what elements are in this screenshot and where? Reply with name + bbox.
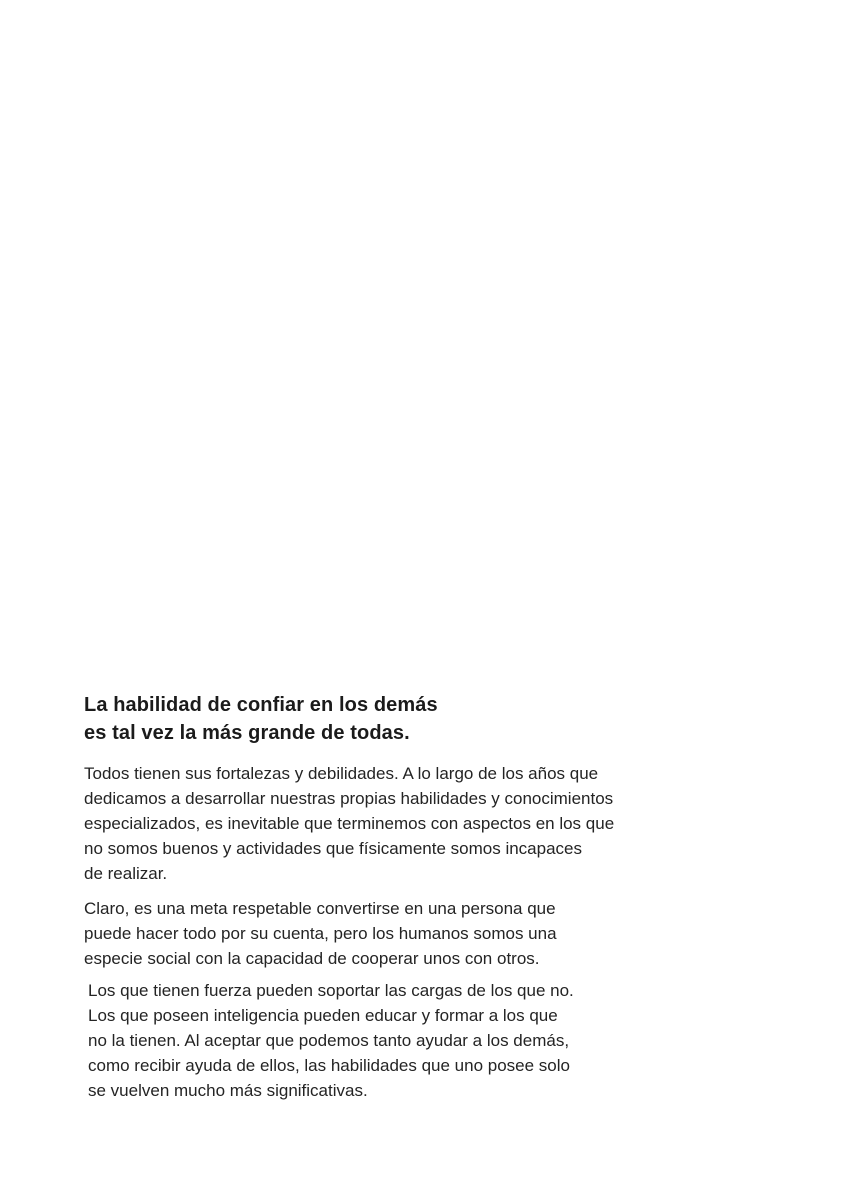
- paragraph-3-line-2: Los que poseen inteligencia pueden educar y formar a los que: [88, 1006, 558, 1025]
- paragraph-3-line-4: como recibir ayuda de ellos, las habilidades que uno posee solo: [88, 1056, 570, 1075]
- paragraph-1-line-5: de realizar.: [84, 864, 168, 883]
- paragraph-3: [84, 978, 724, 1103]
- paragraph-2-line-3: especie social con la capacidad de cooperar unos con otros.: [84, 949, 540, 968]
- paragraph-3-line-3: no la tienen. Al aceptar que podemos tanto ayudar a los demás,: [88, 1031, 570, 1050]
- paragraph-1-line-4: no somos buenos y actividades que físicamente somos incapaces: [84, 839, 582, 858]
- paragraph-2-line-2: puede hacer todo por su cuenta, pero los humanos somos una: [84, 924, 557, 943]
- paragraph-1-line-2: dedicamos a desarrollar nuestras propias habilidades y conocimientos: [84, 789, 614, 808]
- paragraph-1-line-1: Todos tienen sus fortalezas y debilidades. A lo largo de los años que: [84, 764, 599, 783]
- heading-line-1: La habilidad de confiar en los demás: [84, 694, 438, 716]
- paragraph-3-line-1: Los que tienen fuerza pueden soportar las cargas de los que no.: [88, 981, 574, 1000]
- paragraph-2: [84, 896, 724, 971]
- paragraph-1-line-3: especializados, es inevitable que terminemos con aspectos en los que: [84, 814, 615, 833]
- page-heading: [84, 691, 724, 747]
- paragraph-3-line-5: se vuelven mucho más significativas.: [88, 1081, 368, 1100]
- text-block: [84, 691, 724, 1103]
- paragraph-1: [84, 761, 724, 886]
- paragraph-2-line-1: Claro, es una meta respetable convertirse en una persona que: [84, 899, 556, 918]
- heading-line-2: es tal vez la más grande de todas.: [84, 722, 410, 744]
